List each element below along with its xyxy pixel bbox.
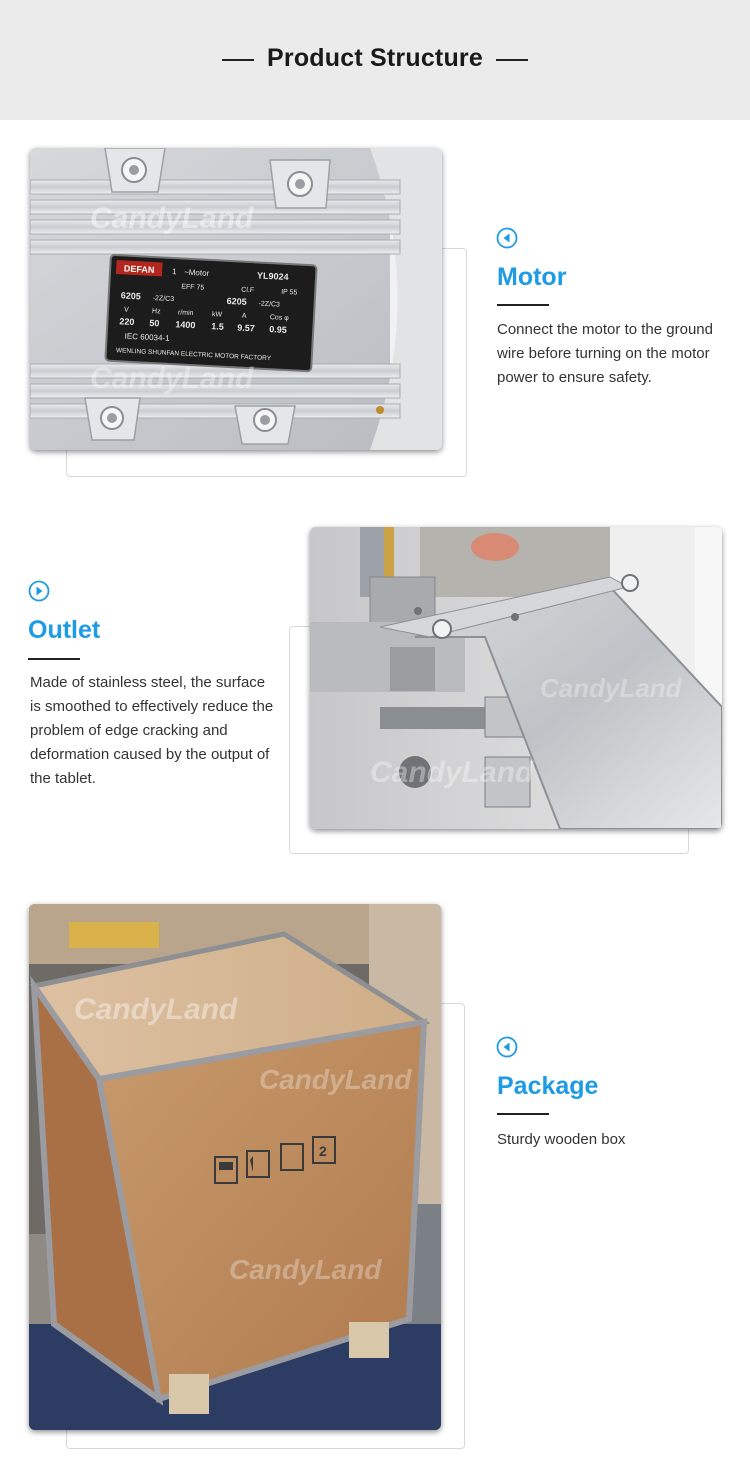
motor-title: Motor bbox=[497, 263, 567, 291]
page-header bbox=[0, 0, 750, 120]
page-title: Product Structure bbox=[267, 44, 483, 72]
plate-model: YL9024 bbox=[256, 270, 289, 283]
plate-val-v: 220 bbox=[119, 316, 135, 328]
outlet-description: Made of stainless steel, the surface is smoothed to effectively reduce the problem of edge cracking and deformation caused by the output of the tablet. bbox=[30, 674, 274, 787]
motor-photo bbox=[30, 148, 442, 450]
plate-cl: Cl.F bbox=[241, 286, 255, 295]
circle-arrow-right-icon bbox=[28, 580, 50, 602]
plate-unit-hz: Hz bbox=[151, 307, 161, 316]
plate-val-hz: 50 bbox=[149, 317, 160, 329]
plate-unit-a: A bbox=[241, 312, 247, 320]
plate-unit-kw: kW bbox=[211, 311, 223, 319]
title-right-line bbox=[496, 59, 528, 61]
watermark: CandyLand bbox=[259, 1064, 412, 1095]
plate-unit-v: V bbox=[123, 306, 129, 314]
plate-val-rpm: 1400 bbox=[175, 319, 196, 331]
motor-description: Connect the motor to the ground wire before turning on the motor power to ensure safety. bbox=[497, 321, 713, 386]
plate-val-cos: 0.95 bbox=[268, 324, 288, 336]
plate-bearing-rear: 6205 bbox=[226, 295, 247, 307]
plate-brand: DEFAN bbox=[123, 263, 155, 276]
crate-mark-number: 2 bbox=[319, 1143, 327, 1159]
watermark: CandyLand bbox=[370, 756, 534, 789]
plate-eff: EFF 75 bbox=[181, 283, 205, 292]
watermark: CandyLand bbox=[90, 202, 254, 235]
plate-maker: WENLING SHUNFAN ELECTRIC MOTOR FACTORY bbox=[115, 347, 272, 363]
watermark: CandyLand bbox=[229, 1254, 382, 1285]
plate-unit-cos: Cos φ bbox=[269, 314, 289, 323]
plate-unit-rpm: r/min bbox=[177, 309, 194, 318]
plate-bearing-front-suffix: -2Z/C3 bbox=[152, 294, 175, 304]
package-title-rule bbox=[497, 1113, 549, 1115]
package-photo bbox=[29, 904, 441, 1430]
circle-arrow-left-icon bbox=[496, 227, 518, 249]
watermark: CandyLand bbox=[540, 673, 682, 703]
plate-standard: IEC 60034-1 bbox=[124, 331, 170, 343]
watermark: CandyLand bbox=[74, 993, 238, 1026]
outlet-title-rule bbox=[28, 658, 80, 660]
outlet-photo bbox=[310, 527, 722, 829]
plate-val-a: 9.57 bbox=[237, 322, 256, 334]
watermark: CandyLand bbox=[90, 362, 254, 395]
outlet-title: Outlet bbox=[28, 616, 101, 644]
package-title: Package bbox=[497, 1072, 599, 1100]
motor-title-rule bbox=[497, 304, 549, 306]
plate-bearing-front: 6205 bbox=[120, 290, 142, 302]
plate-ip: IP 55 bbox=[281, 288, 298, 297]
plate-bearing-rear-suffix: -2Z/C3 bbox=[258, 300, 281, 309]
plate-phase: 1 bbox=[171, 266, 177, 277]
package-description: Sturdy wooden box bbox=[497, 1131, 626, 1148]
plate-val-kw: 1.5 bbox=[211, 321, 225, 332]
plate-type: ~Motor bbox=[183, 267, 210, 278]
circle-arrow-left-icon bbox=[496, 1036, 518, 1058]
